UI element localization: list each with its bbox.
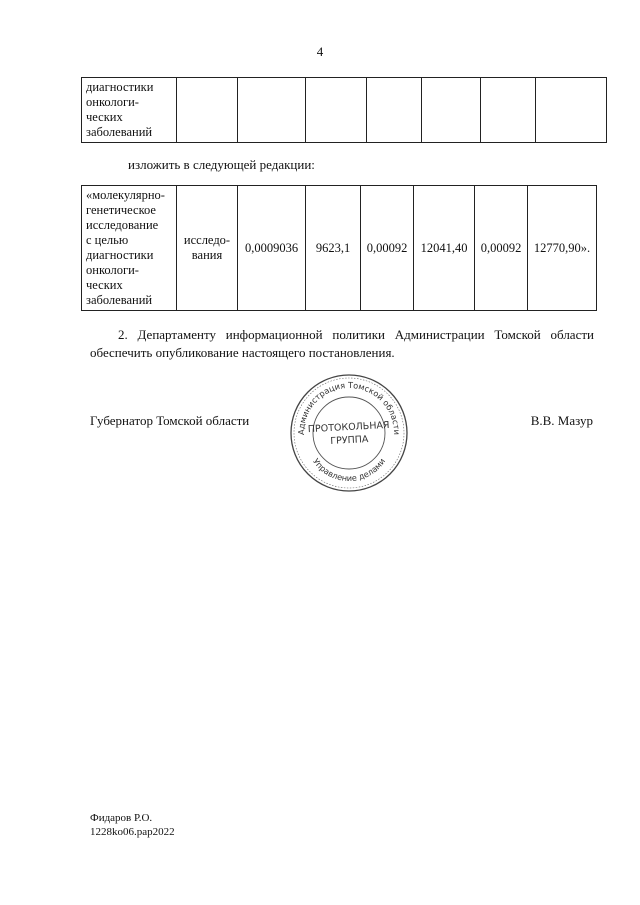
official-stamp <box>288 372 410 494</box>
table-new-edition <box>81 185 597 311</box>
value-cell: 9623,1 <box>306 186 361 311</box>
cell-line: заболеваний <box>86 125 153 139</box>
stamp-ring-top: Администрация Томской области <box>295 379 403 436</box>
stamp-line-1: ПРОТОКОЛЬНАЯ <box>307 419 390 436</box>
cell-line: заболеваний <box>86 293 153 307</box>
cell-line: онкологи- <box>86 263 139 277</box>
cell-line: исследо- <box>183 233 231 247</box>
name-cell <box>82 78 177 143</box>
table-cell <box>422 78 481 143</box>
table-cell <box>177 78 238 143</box>
cell-line: с целью <box>86 233 129 247</box>
value-cell: 12770,90». <box>528 186 597 311</box>
table-cell <box>481 78 536 143</box>
table-cell <box>306 78 367 143</box>
value-cell: 12041,40 <box>414 186 475 311</box>
table-previous-fragment <box>81 77 607 143</box>
unit-cell <box>177 186 238 311</box>
intro-text: изложить в следующей редакции: <box>128 157 315 172</box>
stamp-ring-bottom: Управление делами <box>310 456 388 484</box>
page-number: 4 <box>316 44 324 59</box>
cell-line: ческих <box>86 110 123 124</box>
footer-author: Фидаров Р.О. <box>90 812 153 824</box>
value-cell: 0,0009036 <box>238 186 306 311</box>
cell-line: исследование <box>86 218 159 232</box>
footer-doc-code: 1228ko06.pap2022 <box>90 826 175 838</box>
cell-line: диагностики <box>86 248 154 262</box>
cell-line: онкологи- <box>86 95 139 109</box>
cell-line: генетическое <box>86 203 156 217</box>
cell-line: диагностики <box>86 80 154 94</box>
table-cell <box>238 78 306 143</box>
cell-line: ческих <box>86 278 123 292</box>
stamp-line-2: ГРУППА <box>330 434 369 447</box>
paragraph-item-2: 2. Департаменту информационной политики Администрации Томской области обеспечить опубликование настоящего постановления. <box>90 327 594 360</box>
name-cell <box>82 186 177 311</box>
table-cell <box>367 78 422 143</box>
footer-block <box>90 811 175 839</box>
cell-line: вания <box>191 248 223 262</box>
signer-title: Губернатор Томской области <box>90 413 250 428</box>
table-cell <box>536 78 607 143</box>
value-cell: 0,00092 <box>475 186 528 311</box>
cell-line: «молекулярно- <box>86 188 165 202</box>
signer-name: В.В. Мазур <box>530 413 593 428</box>
value-cell: 0,00092 <box>361 186 414 311</box>
table-row <box>82 78 607 143</box>
table-row <box>82 186 597 311</box>
